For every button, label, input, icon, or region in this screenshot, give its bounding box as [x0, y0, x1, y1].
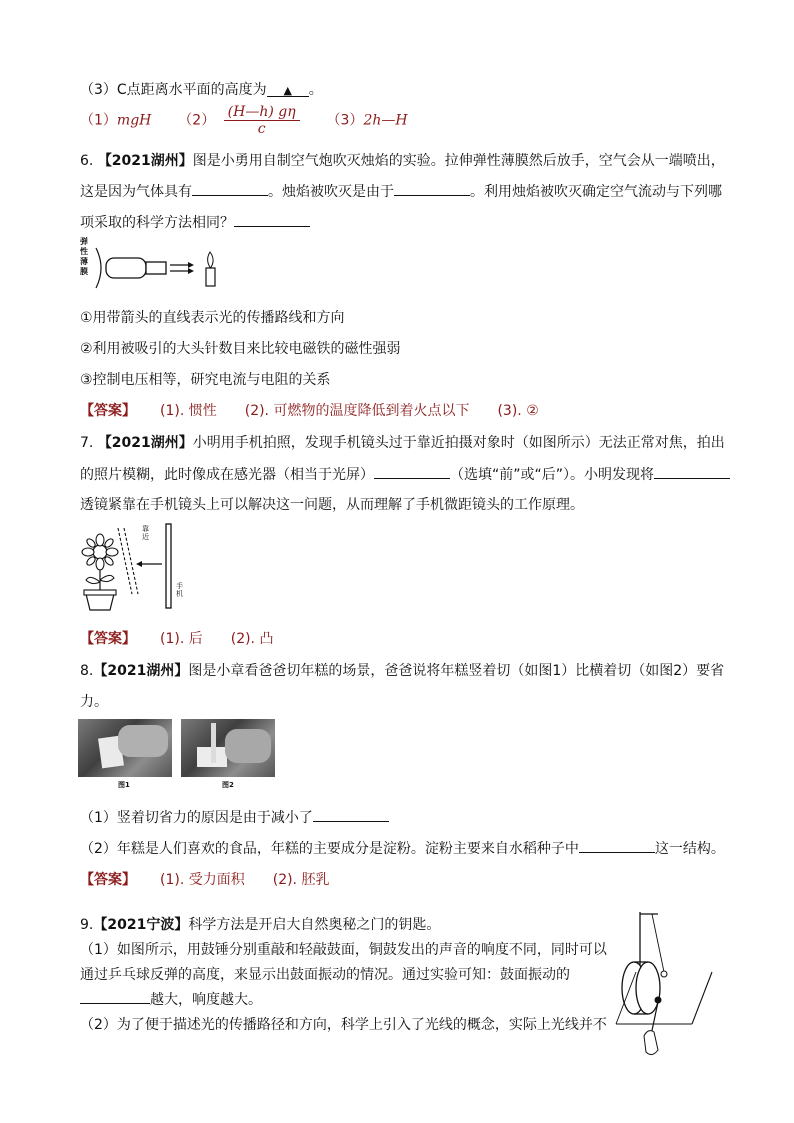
- q6-air-cannon-figure: [92, 240, 232, 300]
- q7-blank1: [374, 464, 450, 479]
- q8-part2: （2）年糕是人们喜欢的食品，年糕的主要成分是淀粉。淀粉主要来自水稻种子中 这一结构。: [80, 838, 725, 858]
- q5-fraction: $\frac{(H—h) g\eta}{c}$: [224, 104, 300, 137]
- q9-part1a: （1）如图所示，用鼓锤分别重敲和轻敲鼓面，铜鼓发出的声音的响度不同，同时可以: [80, 942, 607, 958]
- q6-line3: 项采取的科学方法相同？: [80, 212, 310, 232]
- q6-blank3: [234, 212, 310, 227]
- q8-blank1: [313, 807, 389, 822]
- q6-option-1: ①用带箭头的直线表示光的传播路线和方向: [80, 310, 345, 326]
- q8-part1: （1）竖着切省力的原因是由于减小了: [80, 807, 389, 827]
- q9-drum-figure: [612, 910, 718, 1060]
- q7-fig-close-label: 靠近: [142, 525, 149, 541]
- q7-line1: 7. 【2021湖州】小明用手机拍照，发现手机镜头过于靠近拍摄对象时（如图所示）无法正常对焦，拍出: [80, 435, 725, 451]
- q7-blank2: [654, 464, 730, 479]
- q8-line1: 8.【2021湖州】图是小章看爸爸切年糕的场景，爸爸说将年糕竖着切（如图1）比横着切（如图2）要省: [80, 663, 725, 679]
- q6-blank1: [192, 181, 268, 196]
- q7-line2: 的照片模糊，此时像成在感光器（相当于光屏） （选填“前”或“后”）。小明发现将: [80, 464, 730, 484]
- q7-flower-phone-figure: [78, 522, 188, 614]
- q8-photo-2: [181, 719, 275, 777]
- q8-line2: 力。: [80, 694, 108, 710]
- q6-blank2: [394, 181, 470, 196]
- q7-fig-phone-label: 手机: [176, 582, 183, 598]
- q5-part3: （3）C点距离水平面的高度为 ▲ 。: [80, 82, 323, 98]
- q6-option-3: ③控制电压相等，研究电流与电阻的关系: [80, 372, 331, 388]
- q7-line3: 透镜紧靠在手机镜头上可以解决这一问题，从而理解了手机微距镜头的工作原理。: [80, 497, 584, 513]
- q8-caption-1: 图1: [118, 781, 130, 789]
- q7-answer: 【答案】 (1). 后 (2). 凸: [80, 631, 274, 647]
- q9-blank1: [80, 989, 150, 1004]
- q6-line1: 6. 【2021湖州】图是小勇用自制空气炮吹灭烛焰的实验。拉伸弹性薄膜然后放手，空气会从一端喷出，: [80, 153, 725, 169]
- q6-option-2: ②利用被吸引的大头针数目来比较电磁铁的磁性强弱: [80, 341, 401, 357]
- q9-part1c: 越大，响度越大。: [80, 989, 262, 1009]
- q8-photo-1: [78, 719, 172, 777]
- q9-line1: 9.【2021宁波】科学方法是开启大自然奥秘之门的钥匙。: [80, 917, 441, 933]
- q5-blank: ▲: [267, 82, 309, 97]
- q6-fig-label: 弹性薄膜: [80, 237, 88, 276]
- q6-answer: 【答案】 (1). 惯性 (2). 可燃物的温度降低到着火点以下 (3). ②: [80, 403, 539, 419]
- q5-answers: （1）mgH （2） $\frac{(H—h) g\eta}{c}$ （3）2h—H: [80, 104, 408, 137]
- q9-part2: （2）为了便于描述光的传播路径和方向，科学上引入了光线的概念，实际上光线并不: [80, 1017, 607, 1033]
- q6-line2: 这是因为气体具有 。烛焰被吹灭是由于 。利用烛焰被吹灭确定空气流动与下列哪: [80, 181, 722, 201]
- q8-answer: 【答案】 (1). 受力面积 (2). 胚乳: [80, 872, 330, 888]
- q8-caption-2: 图2: [222, 781, 234, 789]
- q8-blank2: [579, 838, 655, 853]
- q9-part1b: 通过乒乓球反弹的高度，来显示出鼓面振动的情况。通过实验可知：鼓面振动的: [80, 967, 570, 983]
